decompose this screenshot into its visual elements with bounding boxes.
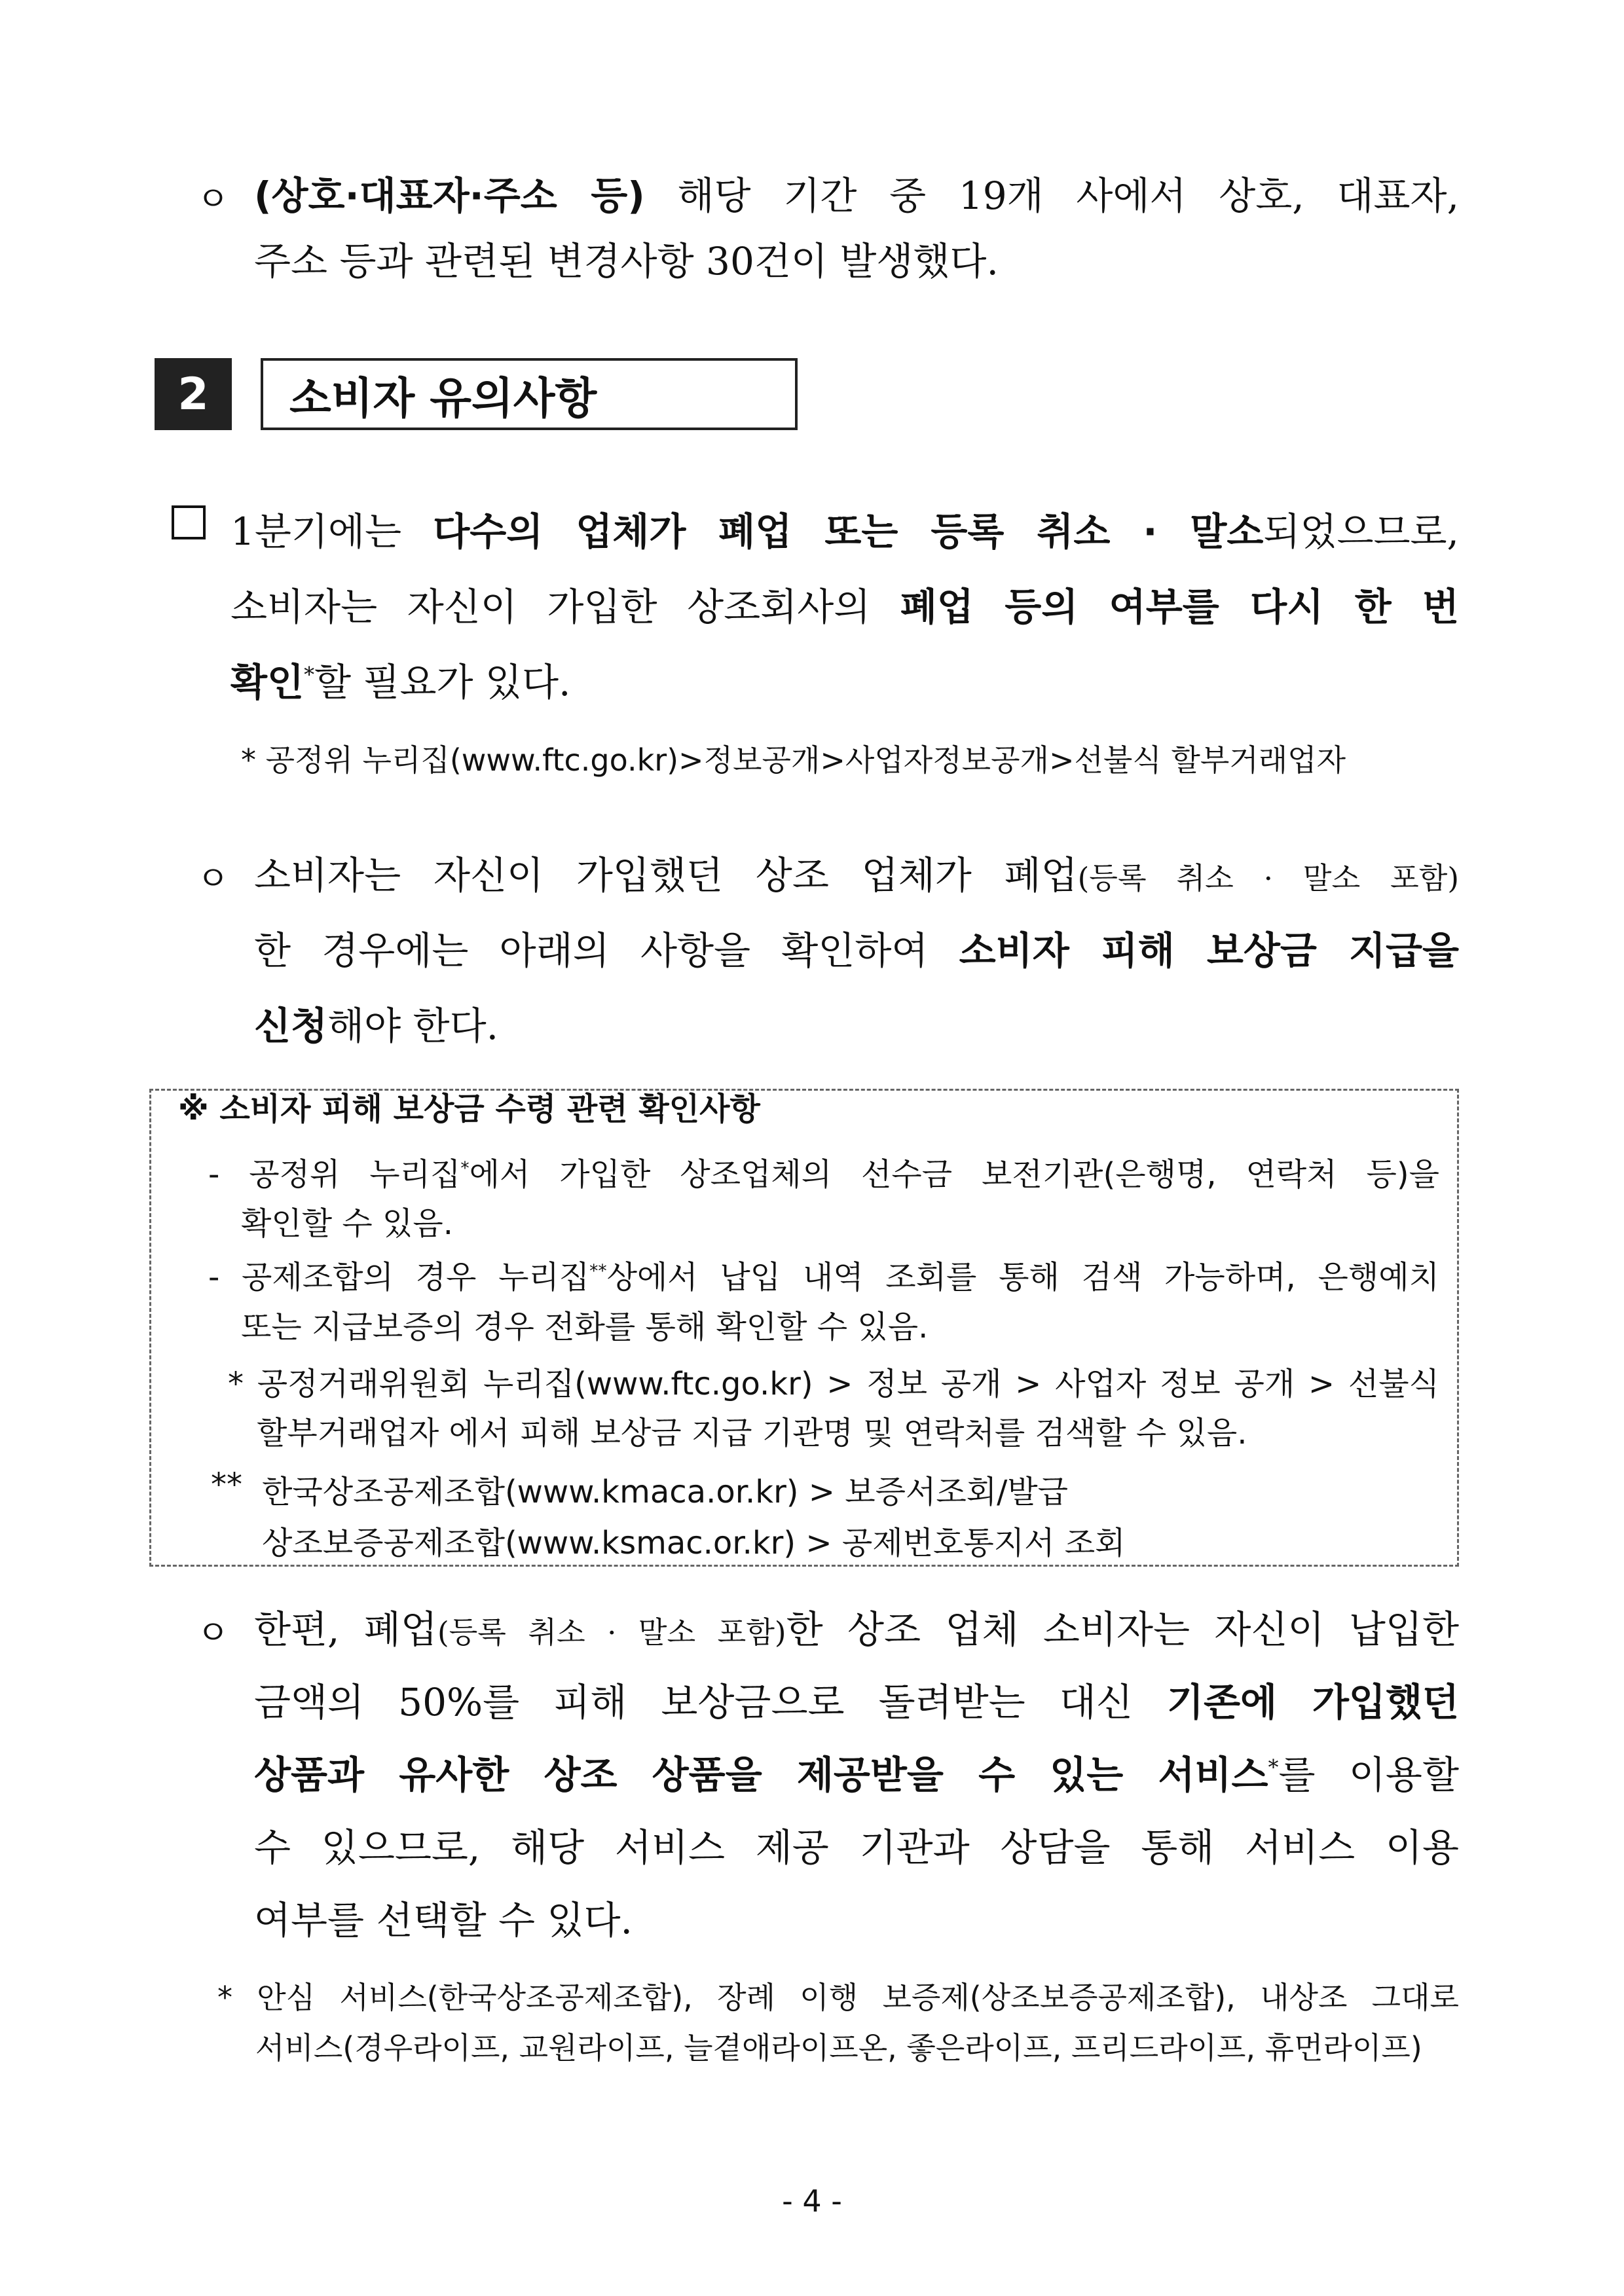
para1-line2: 주소 등과 관련된 변경사항 30건이 발생했다. — [254, 239, 999, 283]
para3-text: 해야 한다. — [327, 1004, 499, 1048]
para2-emphasis: 확인 — [231, 660, 304, 704]
para3-line2 — [254, 920, 1459, 975]
notebox-footnote2-mark: ** — [211, 1467, 242, 1503]
para2-text: 할 필요가 있다. — [314, 660, 571, 704]
notebox-footnote1-line2: 할부거래업자 에서 피해 보상금 지급 기관명 및 연락처를 검색할 수 있음. — [257, 1415, 1247, 1451]
para3-line3 — [254, 995, 498, 1050]
section-number: 2 — [155, 358, 232, 430]
para3-text: 소비자는 자신이 가입했던 상조 업체가 폐업 — [254, 853, 1078, 898]
section-title: 소비자 유의사항 — [261, 358, 798, 430]
notebox-footnote2-line2: 상조보증공제조합(www.ksmac.or.kr) > 공제번호통지서 조회 — [262, 1525, 1126, 1561]
para2-footnote: * 공정위 누리집(www.ftc.go.kr)>정보공개>사업자정보공개>선불식 할부거래업자 — [241, 742, 1346, 778]
notebox-item2-line2: 또는 지급보증의 경우 전화를 통해 확인할 수 있음. — [241, 1309, 929, 1345]
para2-text: 소비자는 자신이 가입한 상조회사의 — [231, 585, 900, 629]
footnote-marker: ** — [589, 1261, 607, 1281]
footnote-marker: * — [304, 662, 315, 687]
checkbox-bullet-icon — [172, 505, 206, 539]
notebox-text: - 공정위 누리집 — [208, 1156, 461, 1193]
notebox-item1-line2: 확인할 수 있음. — [241, 1205, 453, 1242]
para4-line2 — [254, 1671, 1459, 1726]
para2-line3 — [231, 651, 571, 706]
para4-footnote-line2: 서비스(경우라이프, 교원라이프, 늘곁애라이프온, 좋은라이프, 프리드라이프, 휴먼라이프) — [255, 2030, 1422, 2066]
page-number: - 4 - — [782, 2183, 842, 2219]
notebox-text: 에서 가입한 상조업체의 선수금 보전기관(은행명, 연락처 등)을 — [469, 1156, 1439, 1193]
footnote-marker: * — [1268, 1755, 1279, 1780]
notebox-item1 — [208, 1149, 1439, 1194]
para4-text: 금액의 50%를 피해 보상금으로 돌려받는 대신 — [254, 1680, 1167, 1724]
para2-line2 — [231, 576, 1459, 631]
para3-small-text: (등록 취소 · 말소 포함) — [1077, 861, 1459, 896]
para2-emphasis: 다수의 업체가 폐업 또는 등록 취소 · 말소 — [433, 509, 1264, 554]
para1-line1 — [254, 165, 1459, 220]
notebox-item2 — [208, 1252, 1439, 1297]
para4-small-text: (등록 취소 · 말소 포함) — [437, 1615, 786, 1650]
notebox-footnote2-line1: 한국상조공제조합(www.kmaca.or.kr) > 보증서조회/발급 — [262, 1474, 1069, 1510]
notebox-text: - 공제조합의 경우 누리집 — [208, 1259, 590, 1296]
para4-line4: 수 있으므로, 해당 서비스 제공 기관과 상담을 통해 서비스 이용 — [254, 1825, 1459, 1870]
para3-emphasis: 신청 — [254, 1004, 328, 1048]
para4-emphasis: 상품과 유사한 상조 상품을 제공받을 수 있는 서비스 — [254, 1753, 1268, 1797]
para4-text: 한 상조 업체 소비자는 자신이 납입한 — [786, 1607, 1459, 1652]
para3-line1 — [254, 845, 1459, 900]
para3-text: 한 경우에는 아래의 사항을 확인하여 — [254, 928, 959, 973]
bullet-circle: ㅇ — [196, 860, 230, 899]
para2-text: 되었으므로, — [1263, 509, 1459, 554]
para2-line1 — [231, 501, 1459, 556]
notebox-text: 상에서 납입 내역 조회를 통해 검색 가능하며, 은행예치 — [606, 1259, 1439, 1296]
para3-emphasis: 소비자 피해 보상금 지급을 — [959, 928, 1459, 973]
para4-line3 — [254, 1744, 1459, 1799]
footnote-marker: * — [460, 1158, 470, 1178]
para4-text: 한편, 폐업 — [254, 1607, 437, 1652]
para2-emphasis: 폐업 등의 여부를 다시 한 번 — [900, 585, 1459, 629]
bullet-circle: ㅇ — [196, 180, 230, 219]
bullet-circle: ㅇ — [196, 1614, 230, 1653]
para1-line1-text: 해당 기간 중 19개 사에서 상호, 대표자, — [644, 173, 1459, 218]
para4-line5: 여부를 선택할 수 있다. — [254, 1898, 633, 1942]
para4-emphasis: 기존에 가입했던 — [1166, 1680, 1459, 1724]
notebox-footnote1: * 공정거래위원회 누리집(www.ftc.go.kr) > 정보 공개 > 사업자 정보 공개 > 선불식 — [228, 1366, 1439, 1402]
para1-heading: (상호·대표자·주소 등) — [254, 173, 645, 218]
para4-footnote-line1: * 안심 서비스(한국상조공제조합), 장례 이행 보증제(상조보증공제조합), 내상조 그대로 — [217, 1980, 1459, 2015]
para4-text: 를 이용할 — [1278, 1753, 1459, 1797]
para4-line1 — [254, 1599, 1459, 1654]
notebox-title: ※ 소비자 피해 보상금 수령 관련 확인사항 — [178, 1091, 760, 1127]
para2-text: 1분기에는 — [231, 509, 434, 554]
